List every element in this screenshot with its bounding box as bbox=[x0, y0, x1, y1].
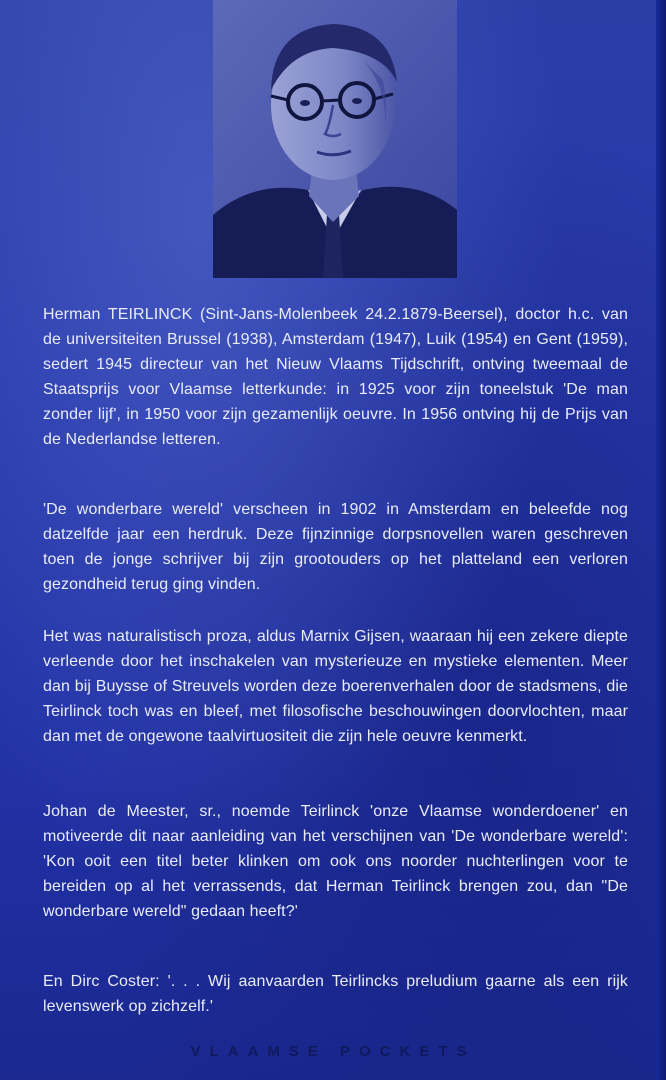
paragraph-book-history: 'De wonderbare wereld' verscheen in 1902 in Amsterdam en beleefde nog datzelfde jaar een herdruk. Deze fijnzinnige dorpsnovellen waren geschreven toen de jonge schrijver bij zijn grootouders op het platteland een verloren gezondheid terug ging vinden. bbox=[43, 501, 628, 593]
series-imprint: VLAAMSE POCKETS bbox=[190, 1043, 476, 1060]
author-biography bbox=[43, 302, 628, 452]
paragraph-gijsen: Het was naturalistisch proza, aldus Marnix Gijsen, waaraan hij een zekere diepte verleende door het inschakelen van mysterieuze en mystieke elementen. Meer dan bij Buysse of Streuvels worden deze boerenverhalen door de stadsmens, die Teirlinck toch was en bleef, met filosofische beschouwingen doorvlochten, maar dan met de ongewone taalvirtuositeit die zijn hele oeuvre kenmerkt. bbox=[43, 628, 628, 745]
author-portrait bbox=[213, 0, 457, 278]
cover-edge bbox=[656, 0, 666, 1080]
quote-de-meester bbox=[43, 799, 628, 924]
paragraph-coster: En Dirc Coster: '. . . Wij aanvaarden Teirlincks preludium gaarne als een rijk levenswerk op zichzelf.' bbox=[43, 973, 628, 1015]
paragraph-de-meester: Johan de Meester, sr., noemde Teirlinck 'onze Vlaamse wonderdoener' en motiveerde dit naar aanleiding van het verschijnen van 'De wonderbare wereld': 'Kon ooit een titel beter klinken om ook ons noorder nuchterlingen voor te bereiden op al het verrassends, dat Herman Teirlinck brengen zou, dan "De wonderbare wereld" gedaan heeft?' bbox=[43, 803, 628, 920]
book-history bbox=[43, 497, 628, 597]
paragraph-biography: Herman TEIRLINCK (Sint-Jans-Molenbeek 24.2.1879-Beersel), doctor h.c. van de universiteiten Brussel (1938), Amsterdam (1947), Luik (1954) en Gent (1959), sedert 1945 directeur van het Nieuw Vlaams Tijdschrift, ontving tweemaal de Staatsprijs voor Vlaamse letterkunde: in 1925 voor zijn toneelstuk 'De man zonder lijf', in 1950 voor zijn gezamenlijk oeuvre. In 1956 ontving hij de Prijs van de Nederlandse letteren. bbox=[43, 306, 628, 448]
quote-coster bbox=[43, 969, 628, 1019]
critique-gijsen bbox=[43, 624, 628, 749]
